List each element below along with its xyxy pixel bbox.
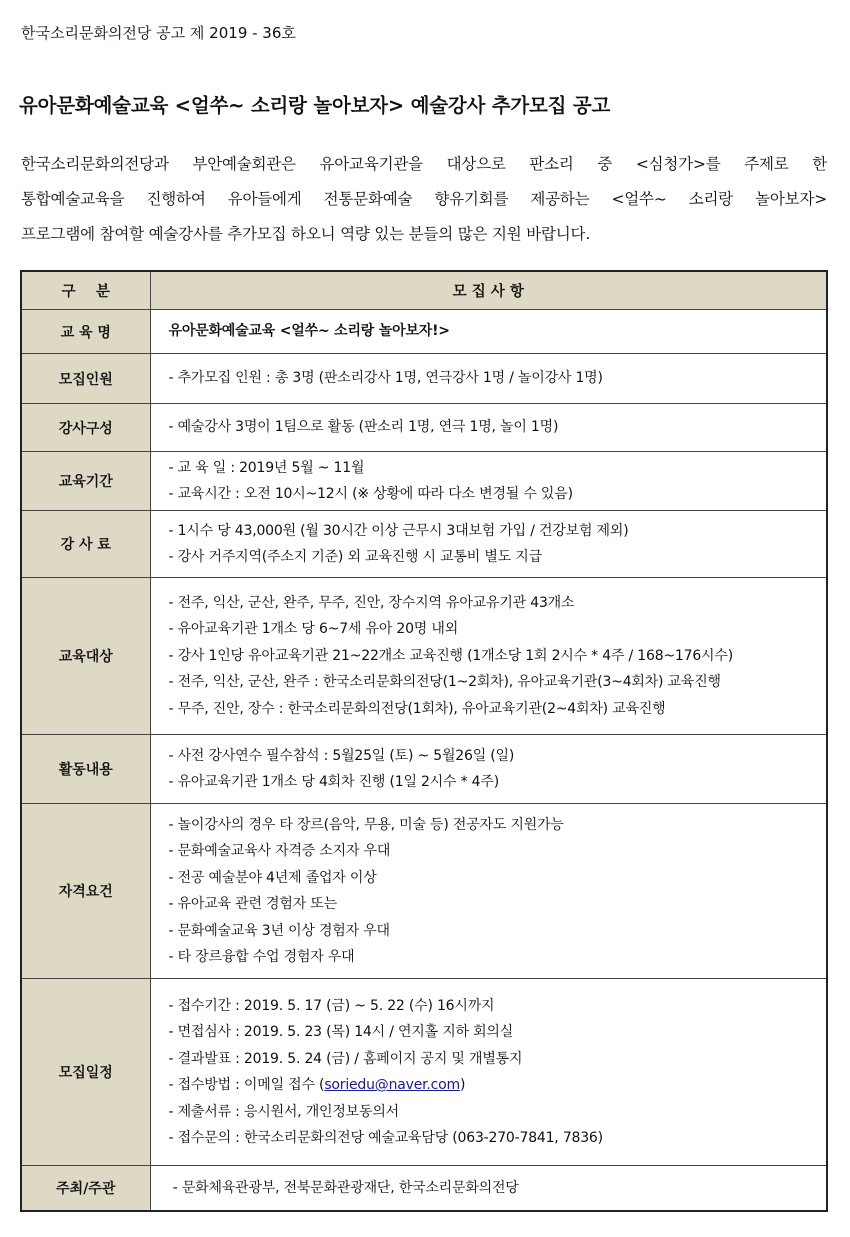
row-label: 교 육 명	[21, 310, 150, 354]
content-line: - 접수문의 : 한국소리문화의전당 예술교육담당 (063-270-7841, 7836)	[168, 1130, 603, 1146]
content-line: - 접수기간 : 2019. 5. 17 (금) ~ 5. 22 (수) 16시까지	[168, 997, 495, 1014]
row-label: 주최/주관	[21, 1166, 150, 1211]
content-line: - 제출서류 : 응시원서, 개인정보동의서	[168, 1103, 399, 1120]
row-label: 모집일정	[21, 979, 150, 1166]
row-content	[150, 511, 827, 578]
intro-line: 통합예술교육을 진행하여 유아들에게 전통문화예술 향유기회를 제공하는 <얼쑤~ 소리랑 놀아보자>	[21, 190, 827, 208]
intro-line: 한국소리문화의전당과 부안예술회관은 유아교육기관을 대상으로 판소리 중 <심청가>를 주제로 한	[21, 155, 827, 173]
intro-paragraph	[21, 147, 827, 252]
email-link[interactable]: soriedu@naver.com	[324, 1077, 460, 1093]
content-line: - 예술강사 3명이 1팀으로 활동 (판소리 1명, 연극 1명, 놀이 1명)	[168, 419, 559, 436]
row-content	[150, 452, 827, 511]
header-details: 모 집 사 항	[150, 271, 827, 310]
row-label: 자격요건	[21, 804, 150, 979]
row-content	[150, 578, 827, 735]
row-content	[150, 310, 827, 354]
row-instructor-composition	[21, 404, 827, 452]
content-line: - 무주, 진안, 장수 : 한국소리문화의전당(1회차), 유아교육기관(2~4회차) 교육진행	[168, 700, 666, 717]
content-line: - 추가모집 인원 : 총 3명 (판소리강사 1명, 연극강사 1명 / 놀이강사 1명)	[168, 370, 603, 387]
content-line: - 전주, 익산, 군산, 완주, 무주, 진안, 장수지역 유아교유기관 43개소	[168, 594, 575, 611]
application-method-text: - 접수방법 : 이메일 접수 (	[168, 1077, 325, 1093]
document-number: 한국소리문화의전당 공고 제 2019 - 36호	[21, 24, 296, 42]
row-label: 교육기간	[21, 452, 150, 511]
row-program-name	[21, 310, 827, 354]
row-label: 모집인원	[21, 354, 150, 404]
row-content	[150, 404, 827, 452]
content-line: - 타 장르융합 수업 경험자 우대	[168, 949, 355, 965]
content-line: - 결과발표 : 2019. 5. 24 (금) / 홈페이지 공지 및 개별통지	[168, 1050, 523, 1067]
content-line: - 유아교육기관 1개소 당 6~7세 유아 20명 내외	[168, 621, 459, 638]
row-education-period	[21, 452, 827, 511]
row-label: 강 사 료	[21, 511, 150, 578]
page-title: 유아문화예술교육 <얼쑤~ 소리랑 놀아보자> 예술강사 추가모집 공고	[19, 94, 611, 117]
application-method-line	[169, 1072, 827, 1099]
row-content	[150, 979, 827, 1166]
content-line: - 유아교육기관 1개소 당 4회차 진행 (1일 2시수 * 4주)	[168, 774, 499, 790]
content-line: - 교 육 일 : 2019년 5월 ~ 11월	[168, 459, 365, 476]
header-category: 구 분	[21, 271, 150, 310]
row-label: 활동내용	[21, 735, 150, 804]
row-content	[150, 735, 827, 804]
application-method-close: )	[459, 1077, 466, 1093]
content-line: - 1시수 당 43,000원 (월 30시간 이상 근무시 3대보험 가입 / 건강보험 제외)	[168, 522, 629, 539]
row-label: 강사구성	[21, 404, 150, 452]
row-qualifications	[21, 804, 827, 979]
row-recruit-count	[21, 354, 827, 404]
content-line: - 전공 예술분야 4년제 졸업자 이상	[168, 869, 377, 886]
row-schedule	[21, 979, 827, 1166]
recruitment-table	[20, 270, 828, 1212]
row-organizers	[21, 1166, 827, 1211]
row-content	[150, 354, 827, 404]
row-activities	[21, 735, 827, 804]
content-line: - 문화예술교육 3년 이상 경험자 우대	[168, 922, 390, 939]
row-content	[150, 804, 827, 979]
content-line: - 놀이강사의 경우 타 장르(음악, 무용, 미술 등) 전공자도 지원가능	[168, 816, 564, 833]
content-line: 유아문화예술교육 <얼쑤~ 소리랑 놀아보자!>	[168, 323, 450, 340]
content-line: - 강사 1인당 유아교육기관 21~22개소 교육진행 (1개소당 1회 2시수 * 4주 / 168~176시수)	[168, 647, 733, 664]
content-line: - 면접심사 : 2019. 5. 23 (목) 14시 / 연지홀 지하 회의실	[168, 1024, 514, 1040]
content-line: - 문화예술교육사 자격증 소지자 우대	[168, 843, 391, 859]
content-line: - 강사 거주지역(주소지 기준) 외 교육진행 시 교통비 별도 지급	[168, 549, 542, 565]
row-content	[150, 1166, 827, 1211]
content-line: - 전주, 익산, 군산, 완주 : 한국소리문화의전당(1~2회차), 유아교육기관(3~4회차) 교육진행	[168, 674, 721, 691]
row-label: 교육대상	[21, 578, 150, 735]
row-target	[21, 578, 827, 735]
content-line: - 교육시간 : 오전 10시~12시 (※ 상황에 따라 다소 변경될 수 있음)	[168, 486, 573, 502]
intro-line: 프로그램에 참여할 예술강사를 추가모집 하오니 역량 있는 분들의 많은 지원 바랍니다.	[21, 225, 591, 243]
content-line: - 유아교육 관련 경험자 또는	[168, 896, 337, 912]
table-header-row	[21, 271, 827, 310]
content-line: - 사전 강사연수 필수참석 : 5월25일 (토) ~ 5월26일 (일)	[168, 747, 515, 764]
row-instructor-fee	[21, 511, 827, 578]
content-line: - 문화체육관광부, 전북문화관광재단, 한국소리문화의전당	[168, 1179, 519, 1196]
